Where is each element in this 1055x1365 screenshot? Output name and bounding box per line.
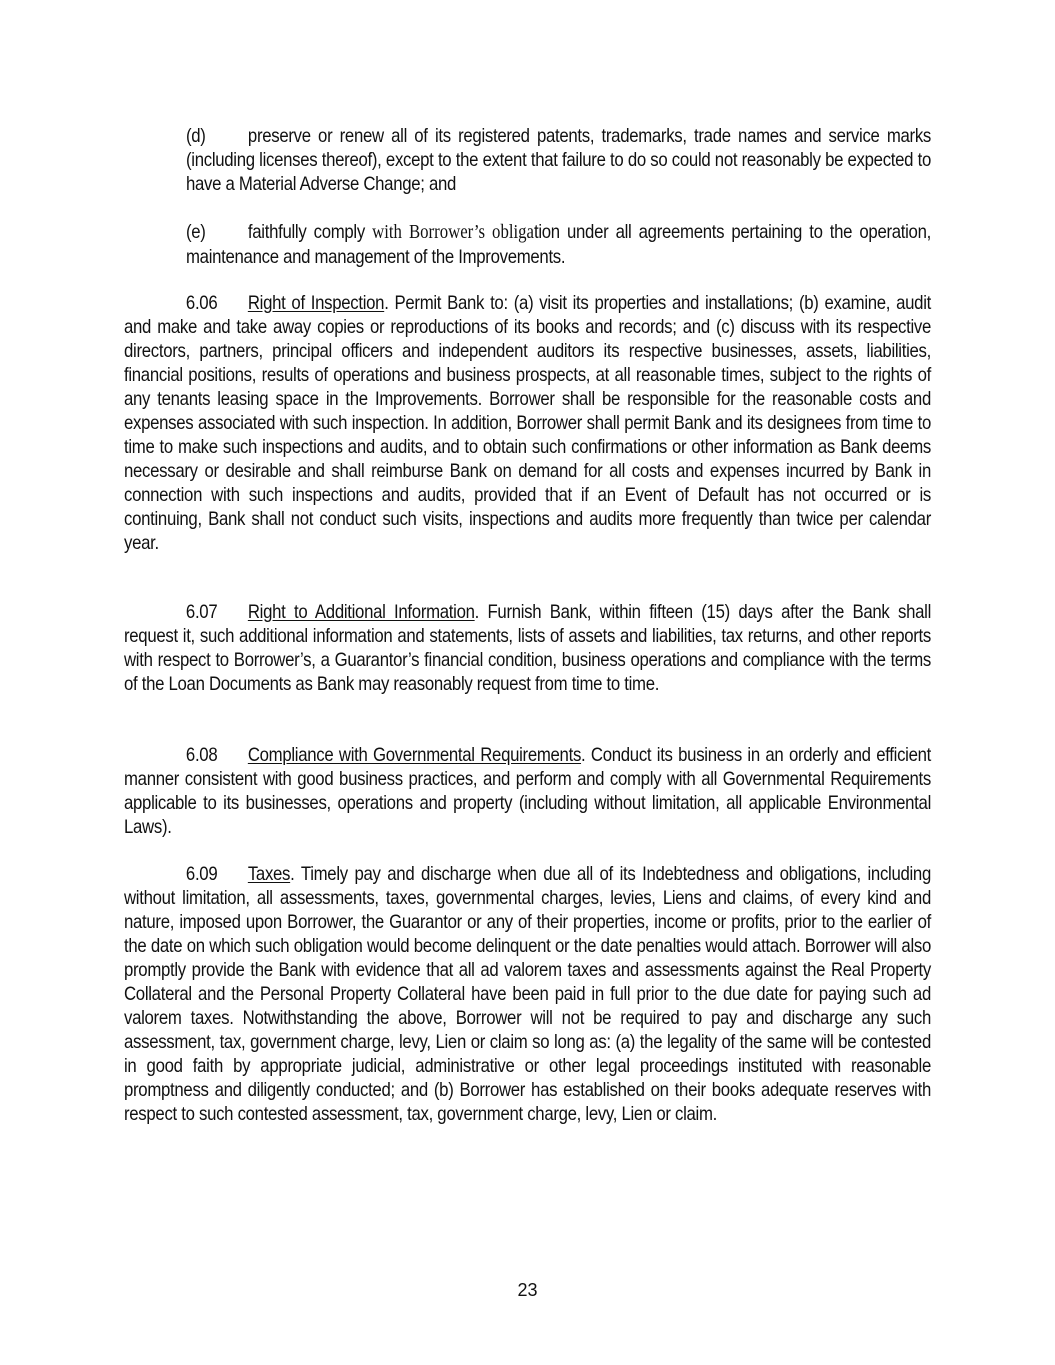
section-heading: Right of Inspection	[247, 292, 385, 314]
section-heading: Compliance with Governmental Requirements	[247, 744, 582, 766]
clause-text-part: faithfully comply	[247, 221, 373, 243]
section-body: . Furnish Bank, within fifteen (15) days after the Bank shall request it, such additional information and statements, lists of assets and liabilities, tax returns, and other reports with respect to Borrower’s, a Guarantor’s financial condition, business operations and compliance with the terms of the Loan Documents as Bank may reasonably request from time to time.	[124, 601, 932, 695]
clause-text-part: tion under all agreements pertaining to the operation, maintenance and management of the Improvements.	[186, 221, 931, 268]
section-6-08	[124, 743, 931, 839]
clause-label: (e)	[186, 221, 206, 243]
page-number: 23	[517, 1280, 538, 1300]
section-body: . Conduct its business in an orderly and efficient manner consistent with good business practices, and perform and comply with all Governmental Requirements applicable to its businesses, operations and property (including without limitation, all applicable Environmental Laws).	[124, 744, 931, 838]
section-body: . Permit Bank to: (a) visit its properties and installations; (b) examine, audit and make and take away copies or reproductions of its books and records; and (c) discuss with its respective directors, partners, principal officers and independent auditors its respective businesses, assets, liabilities, financial positions, results of operations and business prospects, at all reasonable times, subject to the rights of any tenants leasing space in the Improvements. Borrower shall be responsible for the reasonable costs and expenses associated with such inspection. In addition, Borrower shall permit Bank and its designees from time to time to make such inspections and audits, and to obtain such confirmations or other information as Bank deems necessary or desirable and shall reimburse Bank on demand for all costs and expenses incurred by Bank in connection with such inspections and audits, provided that if an Event of Default has not occurred or is continuing, Bank shall not conduct such visits, inspections and audits more frequently than twice per calendar year.	[124, 292, 931, 554]
clause-label: (d)	[186, 125, 206, 147]
clause-text: preserve or renew all of its registered patents, trademarks, trade names and service marks (including licenses thereof), except to the extent that failure to do so could not reasonably be expected to have a Material Adverse Change; and	[186, 125, 931, 195]
clause-text-part: with Borrower’s obliga	[372, 222, 534, 243]
section-number: 6.07	[185, 601, 218, 623]
section-6-07	[124, 600, 931, 696]
section-body: . Timely pay and discharge when due all of its Indebtedness and obligations, including without limitation, all assessments, taxes, governmental charges, levies, Liens and claims, of every kind and nature, imposed upon Borrower, the Guarantor or any of their properties, income or profits, prior to the earlier of the date on which such obligation would become delinquent or the date penalties would attach. Borrower will also promptly provide the Bank with evidence that all ad valorem taxes and assessments against the Real Property Collateral and the Personal Property Collateral have been paid in full prior to the due date for paying such ad valorem taxes. Notwithstanding the above, Borrower will not be required to pay and discharge any such assessment, tax, government charge, levy, Lien or claim so long as: (a) the legality of the same will be contested in good faith by appropriate judicial, administrative or other legal proceedings instituted with reasonable promptness and diligently conducted; and (b) Borrower has established on their books adequate reserves with respect to such contested assessment, tax, government charge, levy, Lien or claim.	[124, 863, 931, 1125]
section-number: 6.08	[185, 744, 218, 766]
clause-e	[186, 220, 931, 269]
section-6-09	[124, 862, 931, 1126]
section-number: 6.09	[185, 863, 218, 885]
section-number: 6.06	[185, 292, 218, 314]
section-heading: Taxes	[247, 863, 291, 885]
clause-d	[186, 124, 931, 196]
section-heading: Right to Additional Information	[247, 601, 475, 623]
section-6-06	[124, 291, 931, 555]
